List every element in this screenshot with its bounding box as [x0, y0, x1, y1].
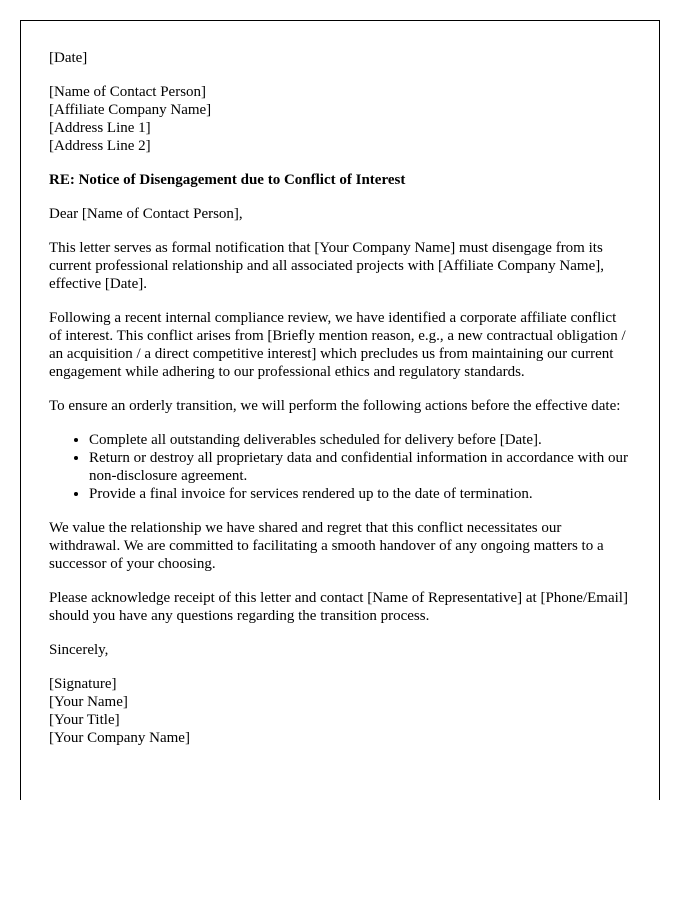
- recipient-company: [Affiliate Company Name]: [49, 102, 212, 118]
- recipient-address-line-1: [Address Line 1]: [49, 120, 151, 136]
- letter-page: [20, 20, 660, 800]
- sender-title: [Your Title]: [49, 712, 120, 728]
- signature-placeholder: [Signature]: [49, 676, 117, 692]
- signature-block: [49, 675, 631, 747]
- date-text: [Date]: [49, 50, 88, 66]
- salutation: Dear [Name of Contact Person],: [49, 206, 243, 222]
- list-item: • Provide a final invoice for services rendered up to the date of termination.: [89, 485, 631, 503]
- recipient-address-line-2: [Address Line 2]: [49, 138, 151, 154]
- body-paragraph-transition: To ensure an orderly transition, we will perform the following actions before the effective date:: [49, 398, 621, 414]
- list-item: • Return or destroy all proprietary data and confidential information in accordance with our non-disclosure agreement.: [89, 449, 631, 485]
- body-paragraph-conflict: Following a recent internal compliance review, we have identified a corporate affiliate conflict of interest. This conflict arises from [Briefly mention reason, e.g., a new contractual obligation / an acquisition / a direct competitive interest] which precludes us from maintaining our current engagement while adhering to our professional ethics and regulatory standards.: [49, 310, 626, 380]
- letter-date: [49, 49, 631, 67]
- sender-name: [Your Name]: [49, 694, 128, 710]
- body-paragraph-notification: This letter serves as formal notification that [Your Company Name] must disengage from its current professional relationship and all associated projects with [Affiliate Company Name], effective [Date].: [49, 240, 604, 292]
- body-paragraph-acknowledge: Please acknowledge receipt of this letter and contact [Name of Representative] at [Phone/Email] should you have any questions regarding the transition process.: [49, 590, 628, 624]
- signoff: Sincerely,: [49, 642, 109, 658]
- list-item: • Complete all outstanding deliverables scheduled for delivery before [Date].: [89, 431, 631, 449]
- sender-company: [Your Company Name]: [49, 730, 190, 746]
- action-list: [49, 431, 631, 503]
- recipient-name: [Name of Contact Person]: [49, 84, 207, 100]
- recipient-address: [49, 83, 631, 155]
- subject-line: RE: Notice of Disengagement due to Conflict of Interest: [49, 172, 406, 188]
- body-paragraph-relationship: We value the relationship we have shared and regret that this conflict necessitates our withdrawal. We are committed to facilitating a smooth handover of any ongoing matters to a successor of your choosing.: [49, 520, 604, 572]
